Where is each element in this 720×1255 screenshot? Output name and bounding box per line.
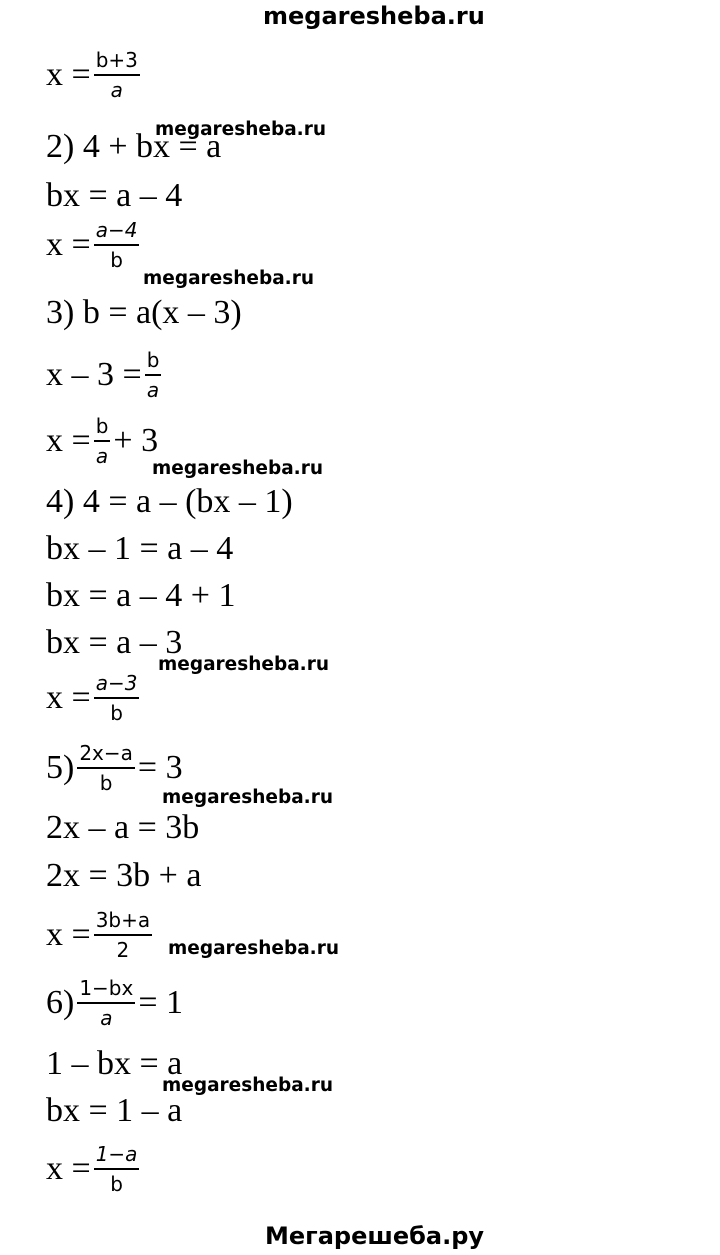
- fraction-denominator: a: [100, 1006, 113, 1031]
- watermark-inline: megaresheba.ru: [143, 268, 314, 289]
- watermark-inline: megaresheba.ru: [158, 654, 329, 675]
- fraction-bar: [145, 374, 162, 377]
- fraction-numerator: 1−bx: [79, 975, 134, 1000]
- equation-prefix: x – 3 =: [46, 356, 142, 393]
- fraction-bar: [94, 74, 140, 77]
- fraction-numerator: b: [95, 413, 109, 438]
- watermark-bottom: Мегарешеба.ру: [265, 1222, 485, 1250]
- fraction-numerator: 3b+a: [95, 907, 151, 932]
- equation-suffix: = 3: [137, 749, 183, 786]
- fraction: [94, 909, 152, 962]
- equation-text: bx = 1 – a: [46, 1092, 183, 1129]
- fraction-denominator: b: [110, 1172, 123, 1197]
- equation-line-15: [46, 853, 201, 899]
- equation-text: 2x – a = 3b: [46, 809, 200, 846]
- fraction-bar: [94, 697, 140, 700]
- equation-line-19: [46, 1088, 182, 1134]
- equation-prefix: x =: [46, 679, 91, 716]
- fraction-denominator: a: [146, 378, 160, 403]
- fraction: [94, 415, 111, 468]
- equation-prefix: x =: [46, 422, 91, 459]
- fraction: [94, 219, 140, 272]
- equation-text: bx = a – 3: [46, 624, 183, 661]
- equation-line-16: [46, 907, 155, 963]
- equation-prefix: 6): [46, 984, 75, 1021]
- equation-line-6: [46, 347, 164, 403]
- fraction-numerator: a−4: [95, 217, 138, 242]
- equation-text: 2) 4 + bx = a: [46, 128, 222, 165]
- fraction-numerator: a−3: [95, 670, 138, 695]
- equation-line-5: [46, 290, 242, 336]
- fraction: [145, 349, 162, 402]
- fraction-bar: [94, 1168, 140, 1171]
- fraction-denominator: b: [99, 771, 113, 796]
- equation-line-20: [46, 1141, 142, 1197]
- equation-prefix: 5): [46, 749, 75, 786]
- equation-text: 4) 4 = a – (bx – 1): [46, 483, 293, 520]
- fraction-denominator: a: [110, 78, 123, 103]
- equation-suffix: = 1: [138, 984, 184, 1021]
- fraction-denominator: b: [110, 248, 123, 273]
- equation-line-10: [46, 573, 235, 619]
- fraction: [94, 49, 140, 102]
- equation-line-13: [46, 740, 183, 796]
- watermark-inline: megaresheba.ru: [155, 119, 326, 140]
- fraction-bar: [77, 767, 135, 770]
- fraction: [94, 672, 140, 725]
- fraction-bar: [94, 244, 140, 247]
- fraction-denominator: b: [110, 701, 123, 726]
- equation-text: 3) b = a(x – 3): [46, 294, 242, 331]
- fraction-denominator: 2: [116, 938, 130, 963]
- fraction: [77, 742, 135, 795]
- equation-prefix: x =: [46, 1150, 91, 1187]
- equation-line-17: [46, 975, 184, 1031]
- equation-text: 1 – bx = a: [46, 1045, 183, 1082]
- equation-text: bx = a – 4: [46, 177, 183, 214]
- equation-line-12: [46, 670, 142, 726]
- equation-line-7: [46, 413, 159, 469]
- watermark-inline: megaresheba.ru: [162, 787, 333, 808]
- fraction-bar: [94, 440, 111, 443]
- watermark-inline: megaresheba.ru: [152, 458, 323, 479]
- fraction-bar: [94, 934, 152, 937]
- fraction-bar: [77, 1002, 135, 1005]
- equation-line-1: [46, 47, 143, 103]
- equation-suffix: + 3: [113, 422, 159, 459]
- fraction-numerator: b: [146, 347, 160, 372]
- equation-prefix: x =: [46, 916, 91, 953]
- equation-prefix: x =: [46, 226, 91, 263]
- equation-line-8: [46, 479, 293, 525]
- equation-text: bx – 1 = a – 4: [46, 530, 234, 567]
- equation-line-14: [46, 805, 199, 851]
- equation-line-3: [46, 173, 182, 219]
- fraction-denominator: a: [95, 444, 109, 469]
- watermark-top: megaresheba.ru: [263, 2, 485, 30]
- watermark-inline: megaresheba.ru: [162, 1075, 333, 1096]
- watermark-inline: megaresheba.ru: [168, 938, 339, 959]
- fraction-numerator: b+3: [95, 47, 138, 72]
- fraction: [94, 1143, 140, 1196]
- fraction: [77, 977, 135, 1030]
- equation-text: bx = a – 4 + 1: [46, 577, 236, 614]
- equation-text: 2x = 3b + a: [46, 857, 202, 894]
- equation-prefix: x =: [46, 56, 91, 93]
- equation-line-4: [46, 217, 142, 273]
- equation-line-9: [46, 526, 233, 572]
- fraction-numerator: 2x−a: [79, 740, 133, 765]
- fraction-numerator: 1−a: [95, 1141, 138, 1166]
